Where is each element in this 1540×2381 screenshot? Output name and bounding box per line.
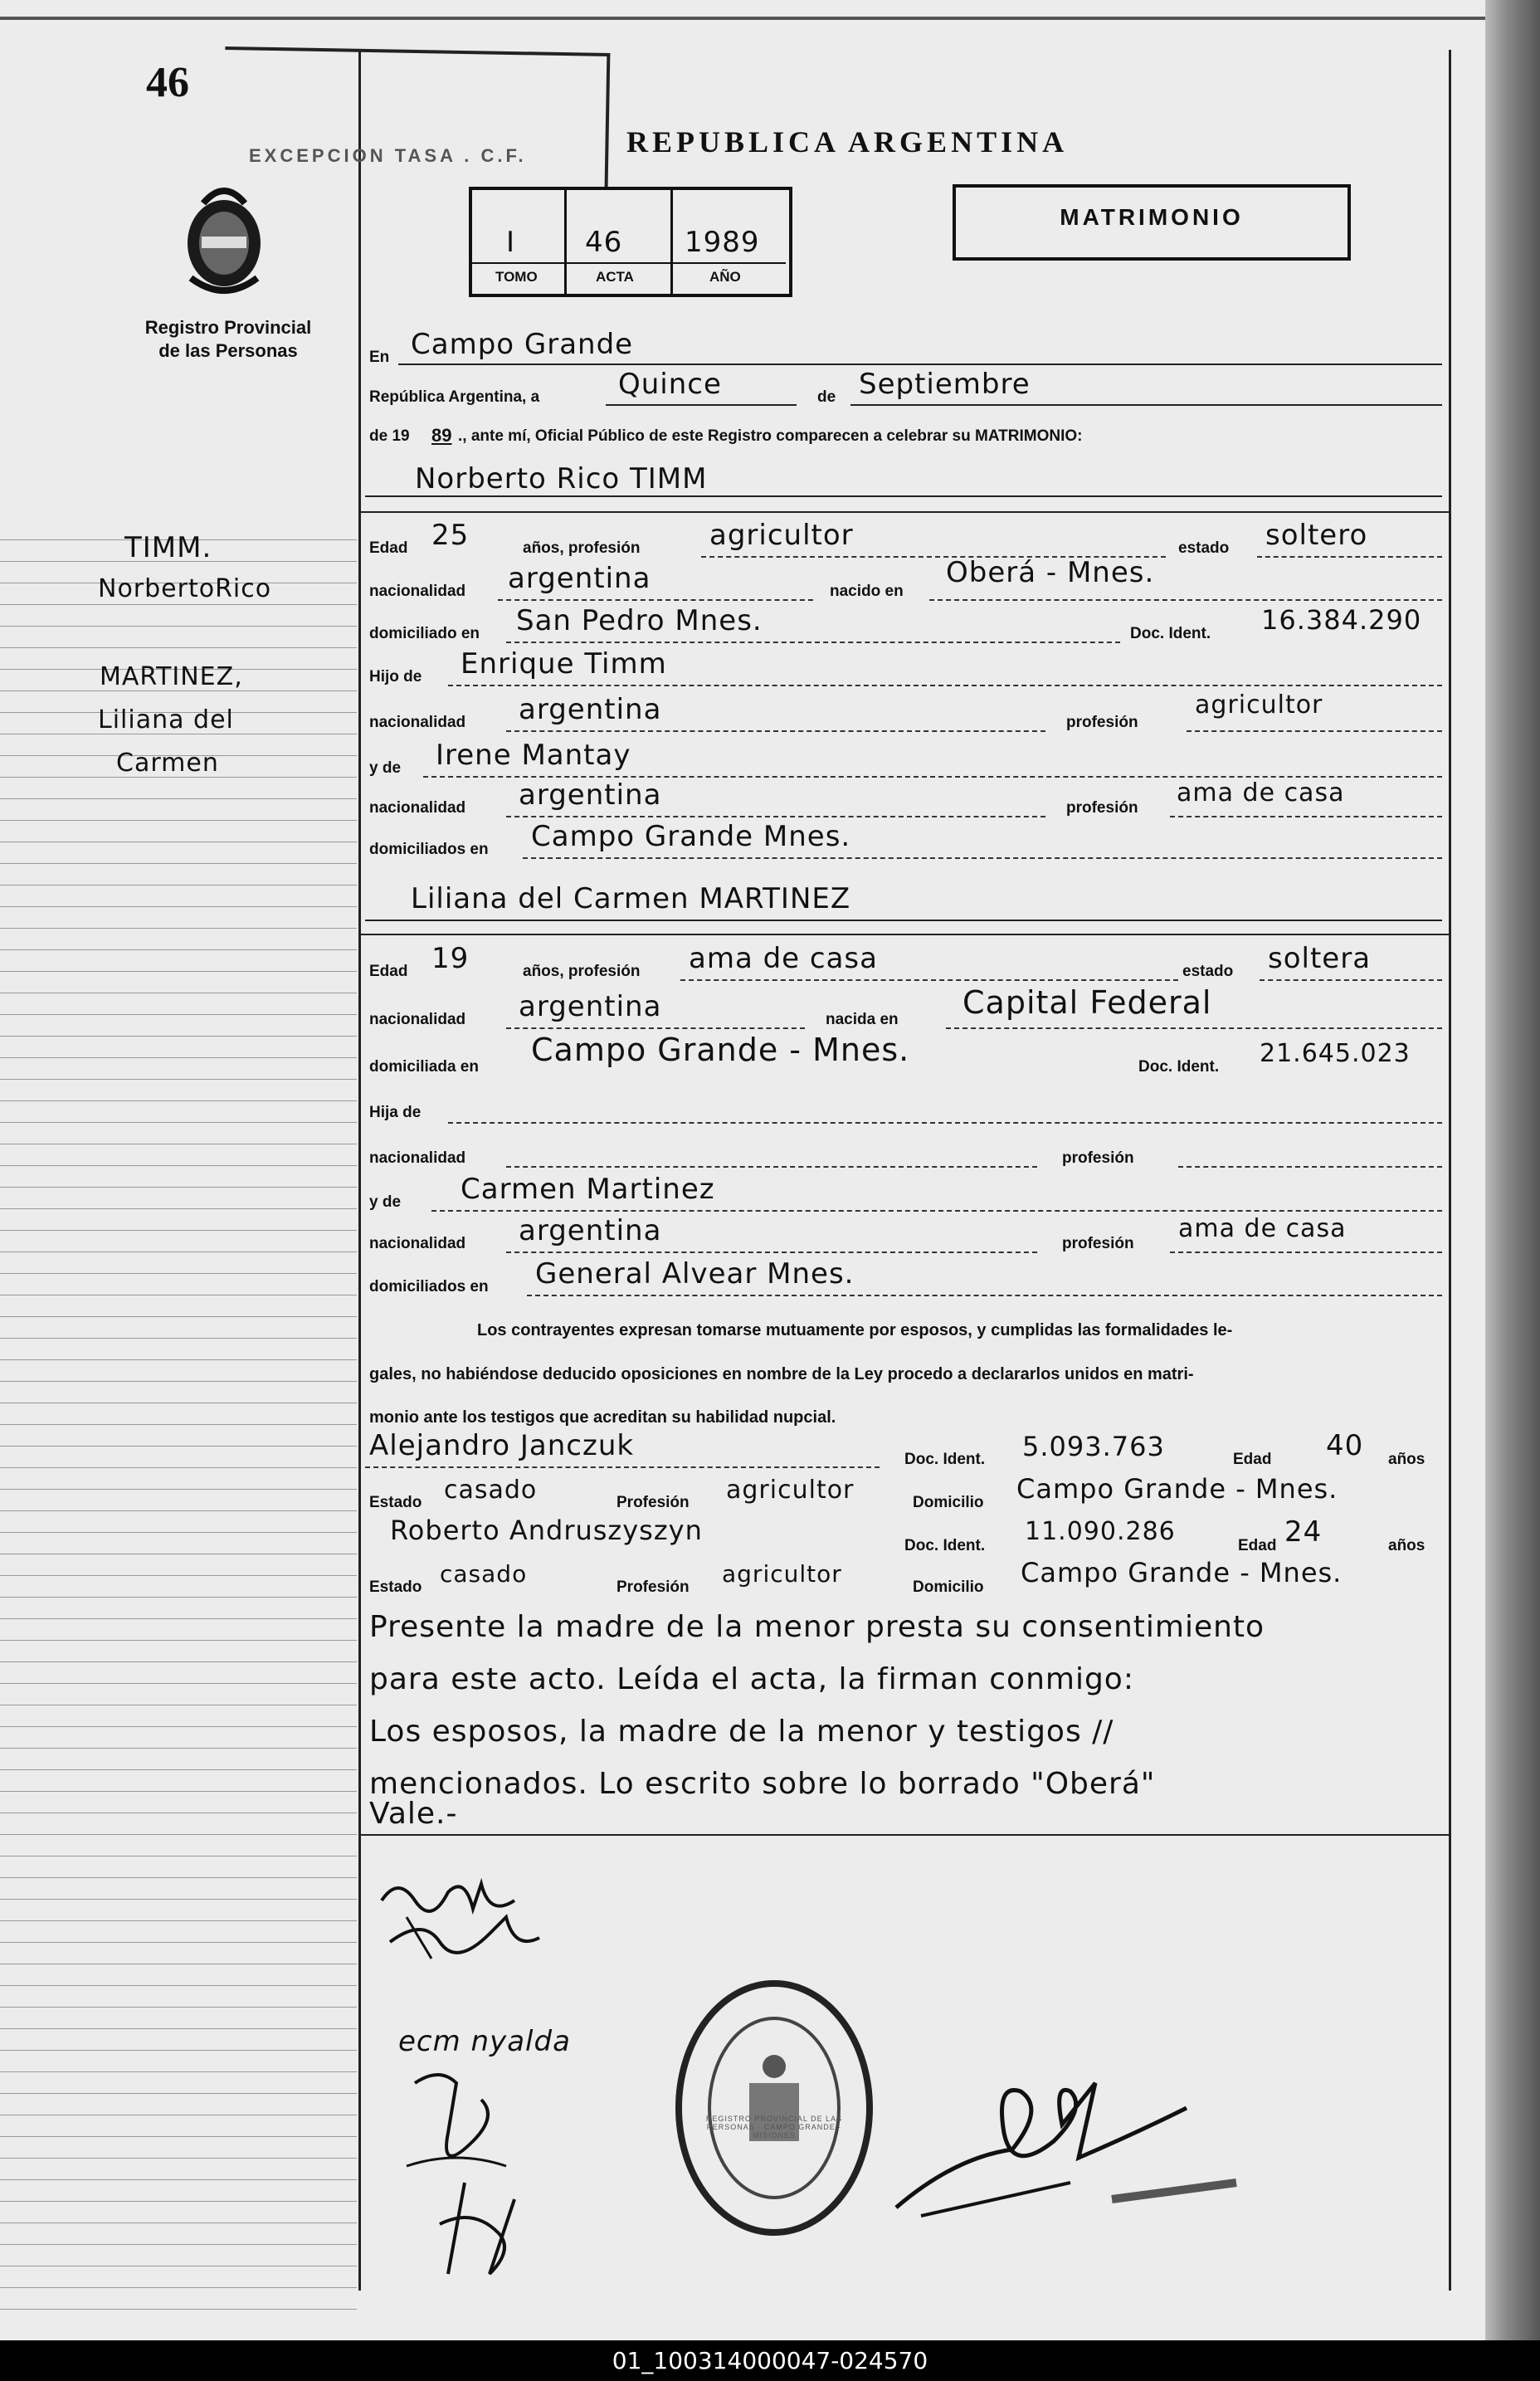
note-line2: para este acto. Leída el acta, la firman conmigo:	[369, 1662, 1134, 1696]
bride-birthplace-line	[946, 1027, 1442, 1029]
margin-rule-line	[0, 1316, 357, 1317]
margin-rule-line	[0, 1467, 357, 1468]
right-border	[1449, 50, 1451, 2291]
section-divider	[358, 511, 1450, 513]
witness1-status: casado	[444, 1476, 538, 1505]
groom-estado-label: estado	[1178, 539, 1230, 557]
witness2-doc: 11.090.286	[1025, 1517, 1176, 1546]
ano-value: 1989	[685, 226, 760, 259]
bride-nationality-line	[506, 1027, 805, 1029]
note-line1: Presente la madre de la menor presta su consentimiento	[369, 1610, 1265, 1644]
witness1-profesion-label: Profesión	[616, 1494, 690, 1511]
official-seal-text: REGISTRO PROVINCIAL DE LAS PERSONAS · CAMPO GRANDE · MISIONES	[705, 2115, 843, 2139]
margin-rule-line	[0, 1640, 357, 1641]
margin-rule-line	[0, 2071, 357, 2072]
place-value: Campo Grande	[411, 328, 634, 361]
witness1-profession: agricultor	[726, 1476, 855, 1505]
witness2-estado-label: Estado	[369, 1578, 422, 1596]
groom-mother-nationality: argentina	[519, 778, 662, 812]
bride-domicile: Campo Grande - Mnes.	[531, 1032, 910, 1068]
groom-father-prof-label: profesión	[1066, 714, 1138, 731]
tomo-acta-divider	[564, 187, 567, 294]
act-type-label: MATRIMONIO	[1060, 204, 1244, 230]
groom-full-name: Norberto Rico TIMM	[415, 462, 708, 495]
margin-rule-line	[0, 1014, 357, 1015]
bride-father-nat-line	[506, 1166, 1037, 1168]
top-border	[0, 17, 1485, 20]
signature-note: ecm nyalda	[398, 2025, 571, 2058]
witness2-status: casado	[440, 1560, 528, 1588]
groom-birthplace-line	[929, 599, 1442, 601]
bride-profession-line	[680, 979, 1178, 981]
margin-rule-line	[0, 2222, 357, 2223]
groom-nacido-label: nacido en	[830, 583, 904, 600]
margin-rule-line	[0, 2244, 357, 2245]
margin-rule-line	[0, 798, 357, 799]
margin-rule-line	[0, 604, 357, 605]
acta-value: 46	[585, 226, 623, 259]
groom-father-nac-label: nacionalidad	[369, 714, 466, 731]
coat-of-arms-icon	[170, 178, 278, 303]
margin-rule-line	[0, 863, 357, 864]
bride-yde-label: y de	[369, 1193, 402, 1211]
groom-anos-profesion-label: años, profesión	[523, 539, 641, 557]
margin-rule-line	[0, 1834, 357, 1835]
groom-parents-domicile: Campo Grande Mnes.	[531, 820, 851, 853]
margin-rule-line	[0, 949, 357, 950]
intro-statement: ., ante mí, Oficial Público de este Registro comparecen a celebrar su MATRIMONIO:	[458, 427, 1083, 445]
margin-rule-line	[0, 1036, 357, 1037]
official-seal-icon	[670, 1975, 878, 2241]
margin-rule-line	[0, 1100, 357, 1101]
margin-rule-line	[0, 928, 357, 929]
bride-mother-prof-label: profesión	[1062, 1235, 1134, 1252]
bride-parents-dom-line	[527, 1295, 1442, 1296]
day-value: Quince	[618, 368, 722, 401]
margin-rule-line	[0, 2028, 357, 2029]
bride-father-prof-line	[1178, 1166, 1442, 1168]
groom-mother-profession: ama de casa	[1177, 778, 1345, 807]
bride-nacionalidad-label: nacionalidad	[369, 1011, 466, 1028]
margin-rule-line	[0, 885, 357, 886]
margin-bride-given1: Liliana del	[98, 705, 234, 734]
groom-yde-label: y de	[369, 759, 402, 777]
de-label: de	[817, 388, 836, 406]
bride-mother-line	[431, 1210, 1442, 1212]
witness1-domicilio-label: Domicilio	[913, 1494, 984, 1511]
groom-nacionalidad-label: nacionalidad	[369, 583, 466, 600]
margin-rule-line	[0, 906, 357, 907]
groom-mother-prof-line	[1170, 816, 1442, 817]
bride-name-line	[365, 920, 1442, 921]
witness1-domicile: Campo Grande - Mnes.	[1016, 1473, 1338, 1505]
groom-domicile: San Pedro Mnes.	[516, 604, 763, 637]
witness2-domicilio-label: Domicilio	[913, 1578, 984, 1596]
groom-hijo-label: Hijo de	[369, 668, 422, 686]
bride-age: 19	[431, 942, 470, 975]
acta-label: ACTA	[596, 269, 634, 285]
margin-rule-line	[0, 1899, 357, 1900]
bride-nacida-label: nacida en	[826, 1011, 899, 1028]
bride-parents-dom-label: domiciliados en	[369, 1278, 489, 1295]
witness1-estado-label: Estado	[369, 1494, 422, 1511]
registry-name-line1: Registro Provincial	[144, 317, 312, 338]
margin-rule-line	[0, 1683, 357, 1684]
signature-officer	[888, 2058, 1286, 2224]
margin-rule-line	[0, 1057, 357, 1058]
groom-domiciliado-label: domiciliado en	[369, 625, 480, 642]
page-number: 46	[146, 59, 189, 106]
margin-rule-line	[0, 1791, 357, 1792]
groom-father-profession: agricultor	[1195, 690, 1323, 720]
witness2-anos-label: años	[1388, 1537, 1425, 1554]
tomo-value: I	[506, 226, 516, 259]
margin-rule-line	[0, 1273, 357, 1274]
declaration-line1: Los contrayentes expresan tomarse mutuamente por esposos, y cumplidas las formalidades le-	[477, 1321, 1233, 1339]
country-title: REPUBLICA ARGENTINA	[626, 125, 1069, 159]
witness2-age: 24	[1284, 1515, 1323, 1549]
bride-status-line	[1260, 979, 1442, 981]
margin-rule-line	[0, 1208, 357, 1209]
declaration-line2: gales, no habiéndose deducido oposiciones en nombre de la Ley procedo a declararlos unidos en matri-	[369, 1365, 1194, 1383]
margin-rule-line	[0, 1510, 357, 1511]
margin-rule-line	[0, 1446, 357, 1447]
notes-end-line	[358, 1834, 1450, 1836]
margin-rule-line	[0, 2179, 357, 2180]
margin-rule-line	[0, 1618, 357, 1619]
bride-father-prof-label: profesión	[1062, 1149, 1134, 1167]
groom-parents-dom-label: domiciliados en	[369, 841, 489, 858]
groom-mother: Irene Mantay	[436, 739, 631, 772]
margin-rule-line	[0, 1424, 357, 1425]
section-divider	[358, 934, 1450, 935]
margin-rule-line	[0, 1359, 357, 1360]
margin-groom-surname: TIMM.	[124, 531, 212, 564]
margin-rule-line	[0, 1661, 357, 1662]
bride-father-nac-label: nacionalidad	[369, 1149, 466, 1167]
republica-label: República Argentina, a	[369, 388, 540, 406]
margin-rule-line	[0, 1122, 357, 1123]
witness1-name-line	[365, 1466, 880, 1468]
groom-domicile-line	[506, 642, 1120, 643]
ano-label: AÑO	[709, 269, 741, 285]
witness2-profesion-label: Profesión	[616, 1578, 690, 1596]
exemption-stamp	[223, 46, 611, 189]
margin-rule-line	[0, 1165, 357, 1166]
groom-parents-dom-line	[523, 857, 1442, 859]
groom-age: 25	[431, 519, 470, 552]
en-label: En	[369, 349, 390, 366]
bride-age-label: Edad	[369, 963, 408, 980]
witness1-anos-label: años	[1388, 1451, 1425, 1468]
tomo-acta-divider	[670, 187, 673, 294]
margin-rule-line	[0, 971, 357, 972]
groom-father-prof-line	[1187, 730, 1442, 732]
groom-birthplace: Oberá - Mnes.	[946, 556, 1155, 589]
margin-rule-line	[0, 2309, 357, 2310]
margin-rule-line	[0, 1726, 357, 1727]
margin-rule-line	[0, 1575, 357, 1576]
bride-status: soltera	[1268, 942, 1372, 975]
bride-mother-prof-line	[1170, 1251, 1442, 1253]
left-border	[358, 50, 361, 2291]
groom-nationality: argentina	[508, 562, 651, 595]
groom-father-nationality: argentina	[519, 693, 662, 726]
signature-groom	[365, 1867, 564, 1967]
witness2-domicile: Campo Grande - Mnes.	[1021, 1557, 1343, 1588]
bride-anos-profesion-label: años, profesión	[523, 963, 641, 980]
margin-rule-line	[0, 1381, 357, 1382]
groom-mother-prof-label: profesión	[1066, 799, 1138, 817]
margin-rule-line	[0, 1187, 357, 1188]
margin-rule-line	[0, 2201, 357, 2202]
witness1-edad-label: Edad	[1233, 1451, 1272, 1468]
note-line3: Los esposos, la madre de la menor y testigos //	[369, 1715, 1114, 1749]
bride-mother-nat-line	[506, 1251, 1037, 1253]
margin-rule-line	[0, 647, 357, 648]
place-line	[398, 363, 1442, 365]
bride-mother: Carmen Martinez	[461, 1173, 715, 1206]
witness2-profession: agricultor	[722, 1560, 842, 1588]
bride-full-name: Liliana del Carmen MARTINEZ	[411, 882, 851, 915]
groom-status-line	[1257, 556, 1442, 558]
margin-rule-line	[0, 2136, 357, 2137]
bride-hija-label: Hija de	[369, 1104, 422, 1121]
margin-rule-line	[0, 1877, 357, 1878]
margin-rule-line	[0, 2007, 357, 2008]
margin-rule-line	[0, 1985, 357, 1986]
month-value: Septiembre	[859, 368, 1031, 401]
margin-rule-line	[0, 1079, 357, 1080]
witness2-name: Roberto Andruszyszyn	[390, 1515, 703, 1546]
note-line5: Vale.-	[369, 1797, 458, 1831]
margin-rule-line	[0, 1920, 357, 1921]
margin-rule-line	[0, 2287, 357, 2288]
margin-rule-line	[0, 1942, 357, 1943]
tomo-label: TOMO	[495, 269, 538, 285]
exemption-stamp-text: EXCEPCION TASA . C.F.	[249, 145, 527, 166]
declaration-line3: monio ante los testigos que acreditan su habilidad nupcial.	[369, 1408, 836, 1427]
groom-status: soltero	[1265, 519, 1368, 552]
margin-rule-line	[0, 1251, 357, 1252]
margin-rule-line	[0, 626, 357, 627]
margin-rule-line	[0, 1748, 357, 1749]
witness1-doc: 5.093.763	[1022, 1431, 1165, 1462]
signature-witness	[423, 2174, 539, 2299]
margin-rule-line	[0, 1338, 357, 1339]
bride-nationality: argentina	[519, 990, 662, 1023]
groom-mother-nat-line	[506, 816, 1045, 817]
bride-mother-nac-label: nacionalidad	[369, 1235, 466, 1252]
registry-name-line2: de las Personas	[158, 340, 298, 361]
groom-age-label: Edad	[369, 539, 408, 557]
groom-name-line	[365, 495, 1442, 497]
groom-father-nat-line	[506, 730, 1045, 732]
bride-father-line	[448, 1122, 1442, 1124]
tomo-acta-label-band	[472, 262, 786, 264]
margin-groom-given: NorbertoRico	[98, 574, 272, 603]
bride-birthplace: Capital Federal	[962, 984, 1212, 1021]
groom-father-line	[448, 685, 1442, 686]
margin-rule-line	[0, 1230, 357, 1231]
bride-domiciliada-label: domiciliada en	[369, 1058, 479, 1076]
margin-bride-surname: MARTINEZ,	[100, 662, 243, 691]
margin-rule-line	[0, 820, 357, 821]
signature-bride	[390, 2066, 539, 2191]
groom-doc: 16.384.290	[1261, 604, 1422, 636]
bride-mother-profession: ama de casa	[1178, 1214, 1347, 1243]
witness2-doc-label: Doc. Ident.	[904, 1537, 986, 1554]
margin-rule-line	[0, 1769, 357, 1770]
bride-doc-label: Doc. Ident.	[1138, 1058, 1220, 1076]
de19-label: de 19	[369, 427, 410, 445]
note-line4: mencionados. Lo escrito sobre lo borrado "Oberá"	[369, 1767, 1156, 1801]
bride-parents-domicile: General Alvear Mnes.	[535, 1257, 855, 1291]
groom-father: Enrique Timm	[461, 647, 667, 681]
bride-doc: 21.645.023	[1260, 1039, 1411, 1068]
bride-profession: ama de casa	[689, 942, 878, 975]
margin-bride-given2: Carmen	[116, 749, 219, 778]
groom-nationality-line	[498, 599, 813, 601]
witness1-doc-label: Doc. Ident.	[904, 1451, 986, 1468]
margin-rule-line	[0, 2093, 357, 2094]
margin-rule-line	[0, 2050, 357, 2051]
month-line	[850, 404, 1442, 406]
groom-mother-line	[423, 776, 1442, 778]
bride-estado-label: estado	[1182, 963, 1234, 980]
margin-rule-line	[0, 1489, 357, 1490]
witness2-edad-label: Edad	[1238, 1537, 1277, 1554]
margin-rule-line	[0, 1597, 357, 1598]
year-suffix: 89	[431, 425, 452, 446]
page-edge-shadow	[1485, 0, 1540, 2340]
bride-mother-nationality: argentina	[519, 1214, 662, 1247]
image-caption: 01_100314000047-024570	[0, 2340, 1540, 2381]
margin-rule-line	[0, 2158, 357, 2159]
groom-doc-label: Doc. Ident.	[1130, 625, 1211, 642]
groom-mother-nac-label: nacionalidad	[369, 799, 466, 817]
margin-rule-line	[0, 1532, 357, 1533]
witness1-age: 40	[1326, 1429, 1364, 1462]
witness1-name: Alejandro Janczuk	[369, 1429, 635, 1462]
groom-profession: agricultor	[709, 519, 854, 552]
day-line	[606, 404, 797, 406]
